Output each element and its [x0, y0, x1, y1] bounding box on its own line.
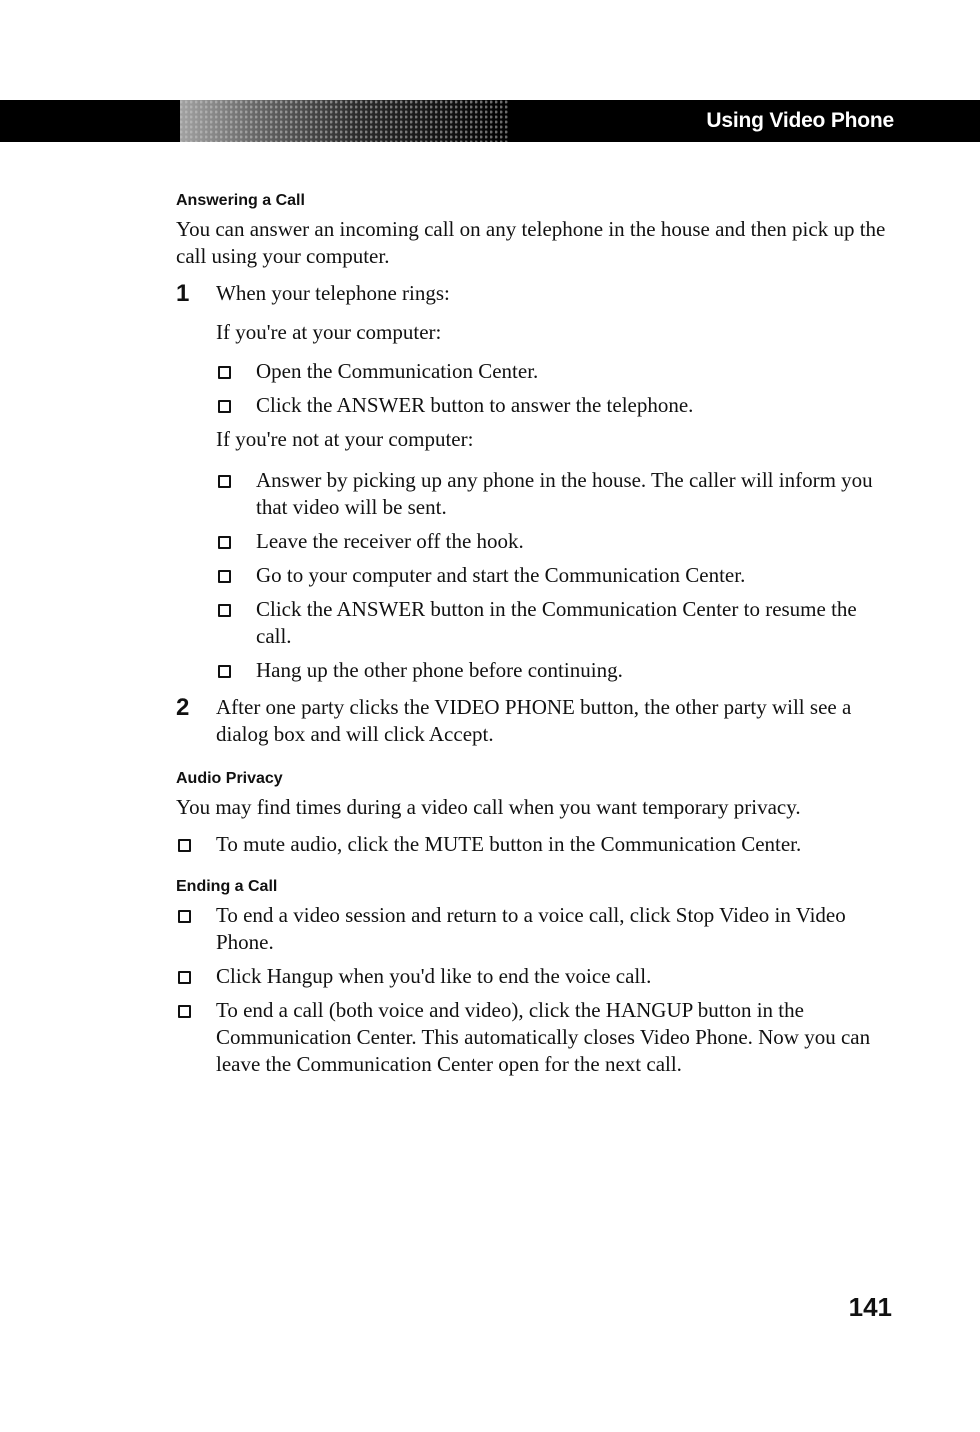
step-1 — [176, 280, 896, 307]
section-heading-ending: Ending a Call — [176, 878, 278, 895]
checkbox-bullet-icon — [218, 570, 231, 583]
checkbox-bullet-icon — [178, 910, 191, 923]
list-item-text: Open the Communication Center. — [256, 359, 539, 383]
at-computer-label: If you're at your computer: — [216, 320, 442, 344]
checkbox-bullet-icon — [178, 839, 191, 852]
list-item-text: Click the ANSWER button in the Communication Center to resume the call. — [256, 597, 857, 648]
list-item-text: Answer by picking up any phone in the house. The caller will inform you that video will be sent. — [256, 468, 873, 519]
page-title: Using Video Phone — [706, 109, 894, 132]
page-number: 141 — [848, 1292, 892, 1322]
header-bar — [0, 100, 980, 142]
list-item — [176, 596, 896, 650]
list-item-text: Go to your computer and start the Communication Center. — [256, 563, 746, 587]
list-item-text: Leave the receiver off the hook. — [256, 529, 524, 553]
checkbox-bullet-icon — [218, 366, 231, 379]
checkbox-bullet-icon — [218, 665, 231, 678]
list-item-text: To end a call (both voice and video), click the HANGUP button in the Communication Center. This automatically closes Video Phone. Now you can leave the Communication Center open for the next call. — [216, 998, 871, 1076]
step-text: After one party clicks the VIDEO PHONE button, the other party will see a dialog box and will click Accept. — [216, 695, 852, 746]
list-item — [176, 831, 896, 858]
section-heading-answering: Answering a Call — [176, 192, 305, 209]
section-heading-privacy: Audio Privacy — [176, 770, 283, 787]
header-texture — [180, 100, 510, 142]
list-item — [176, 963, 896, 990]
checkbox-bullet-icon — [218, 400, 231, 413]
checkbox-bullet-icon — [218, 604, 231, 617]
step-text: When your telephone rings: — [216, 281, 450, 305]
checkbox-bullet-icon — [178, 971, 191, 984]
list-item-text: Hang up the other phone before continuing. — [256, 658, 623, 682]
list-item — [176, 392, 896, 419]
list-item-text: To mute audio, click the MUTE button in the Communication Center. — [216, 832, 802, 856]
list-item — [176, 902, 896, 956]
step-number: 1 — [176, 280, 190, 307]
list-item — [176, 358, 896, 385]
list-item — [176, 467, 896, 521]
list-item — [176, 997, 896, 1078]
checkbox-bullet-icon — [218, 475, 231, 488]
list-item-text: Click the ANSWER button to answer the telephone. — [256, 393, 694, 417]
step-number: 2 — [176, 694, 190, 721]
privacy-intro: You may find times during a video call when you want temporary privacy. — [176, 795, 801, 819]
content — [176, 192, 896, 1078]
checkbox-bullet-icon — [178, 1005, 191, 1018]
list-item-text: Click Hangup when you'd like to end the voice call. — [216, 964, 652, 988]
not-at-computer-label: If you're not at your computer: — [216, 427, 474, 451]
checkbox-bullet-icon — [218, 536, 231, 549]
answering-intro: You can answer an incoming call on any telephone in the house and then pick up the call using your computer. — [176, 217, 886, 268]
list-item — [176, 562, 896, 589]
list-item — [176, 657, 896, 684]
list-item — [176, 528, 896, 555]
step-2 — [176, 694, 896, 748]
list-item-text: To end a video session and return to a voice call, click Stop Video in Video Phone. — [216, 903, 846, 954]
